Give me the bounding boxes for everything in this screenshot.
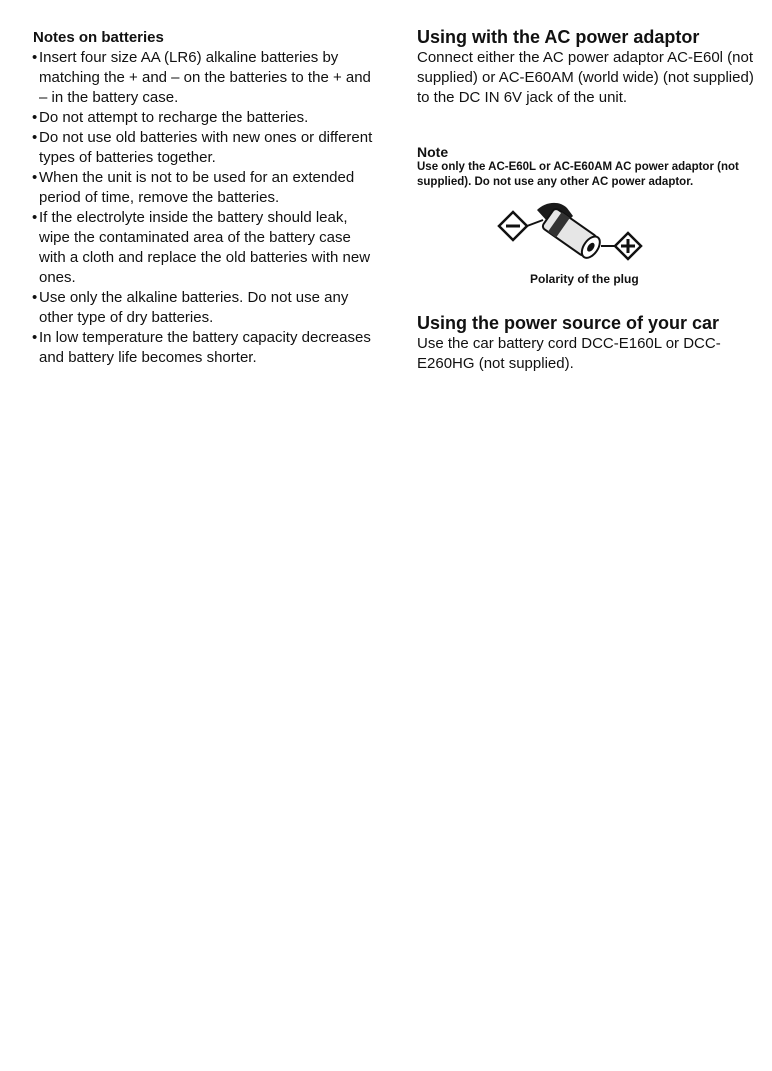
bullet-icon: • [32, 169, 38, 186]
ac-adaptor-text: Connect either the AC power adaptor AC-E60l (not supplied) or AC-E60AM (world wide) (not supplied) to the DC IN 6V jack of the unit. [417, 49, 754, 106]
power-section [417, 26, 757, 374]
list-item [33, 48, 378, 108]
list-item-text: In low temperature the battery capacity decreases and battery life becomes shorter. [39, 329, 371, 366]
ac-adaptor-heading: Using with the AC power adaptor [417, 27, 700, 47]
list-item [33, 168, 378, 208]
list-item-text: Insert four size AA (LR6) alkaline batteries by matching the + and – on the batteries to the + and – in the battery case. [39, 49, 371, 106]
figure-caption: Polarity of the plug [530, 272, 639, 286]
plug-polarity-icon [497, 202, 647, 268]
note-text: Use only the AC-E60L or AC-E60AM AC power adaptor (not supplied). Do not use any other AC power adaptor. [417, 161, 739, 188]
list-item-text: Do not attempt to recharge the batteries. [39, 109, 309, 126]
note-heading: Note [417, 144, 449, 160]
list-item [33, 128, 378, 168]
list-item-text: Do not use old batteries with new ones or different types of batteries together. [39, 129, 373, 166]
list-item [33, 328, 378, 368]
bullet-icon: • [32, 329, 38, 346]
bullet-icon: • [32, 49, 38, 66]
car-power-text: Use the car battery cord DCC-E160L or DCC-E260HG (not supplied). [417, 335, 721, 372]
bullet-icon: • [32, 109, 38, 126]
list-item-text: Use only the alkaline batteries. Do not use any other type of dry batteries. [39, 289, 349, 326]
batteries-notes-section [33, 28, 378, 368]
list-item-text: If the electrolyte inside the battery should leak, wipe the contaminated area of the battery case with a cloth and replace the old batteries with new ones. [39, 209, 371, 286]
bullet-icon: • [32, 209, 38, 226]
batteries-notes-heading: Notes on batteries [33, 29, 164, 46]
bullet-icon: • [32, 289, 38, 306]
bullet-icon: • [32, 129, 38, 146]
plug-polarity-figure [417, 202, 757, 292]
car-power-heading: Using the power source of your car [417, 313, 720, 333]
list-item-text: When the unit is not to be used for an extended period of time, remove the batteries. [39, 169, 355, 206]
batteries-notes-list [33, 48, 378, 368]
list-item [33, 288, 378, 328]
list-item [33, 108, 378, 128]
list-item [33, 208, 378, 288]
